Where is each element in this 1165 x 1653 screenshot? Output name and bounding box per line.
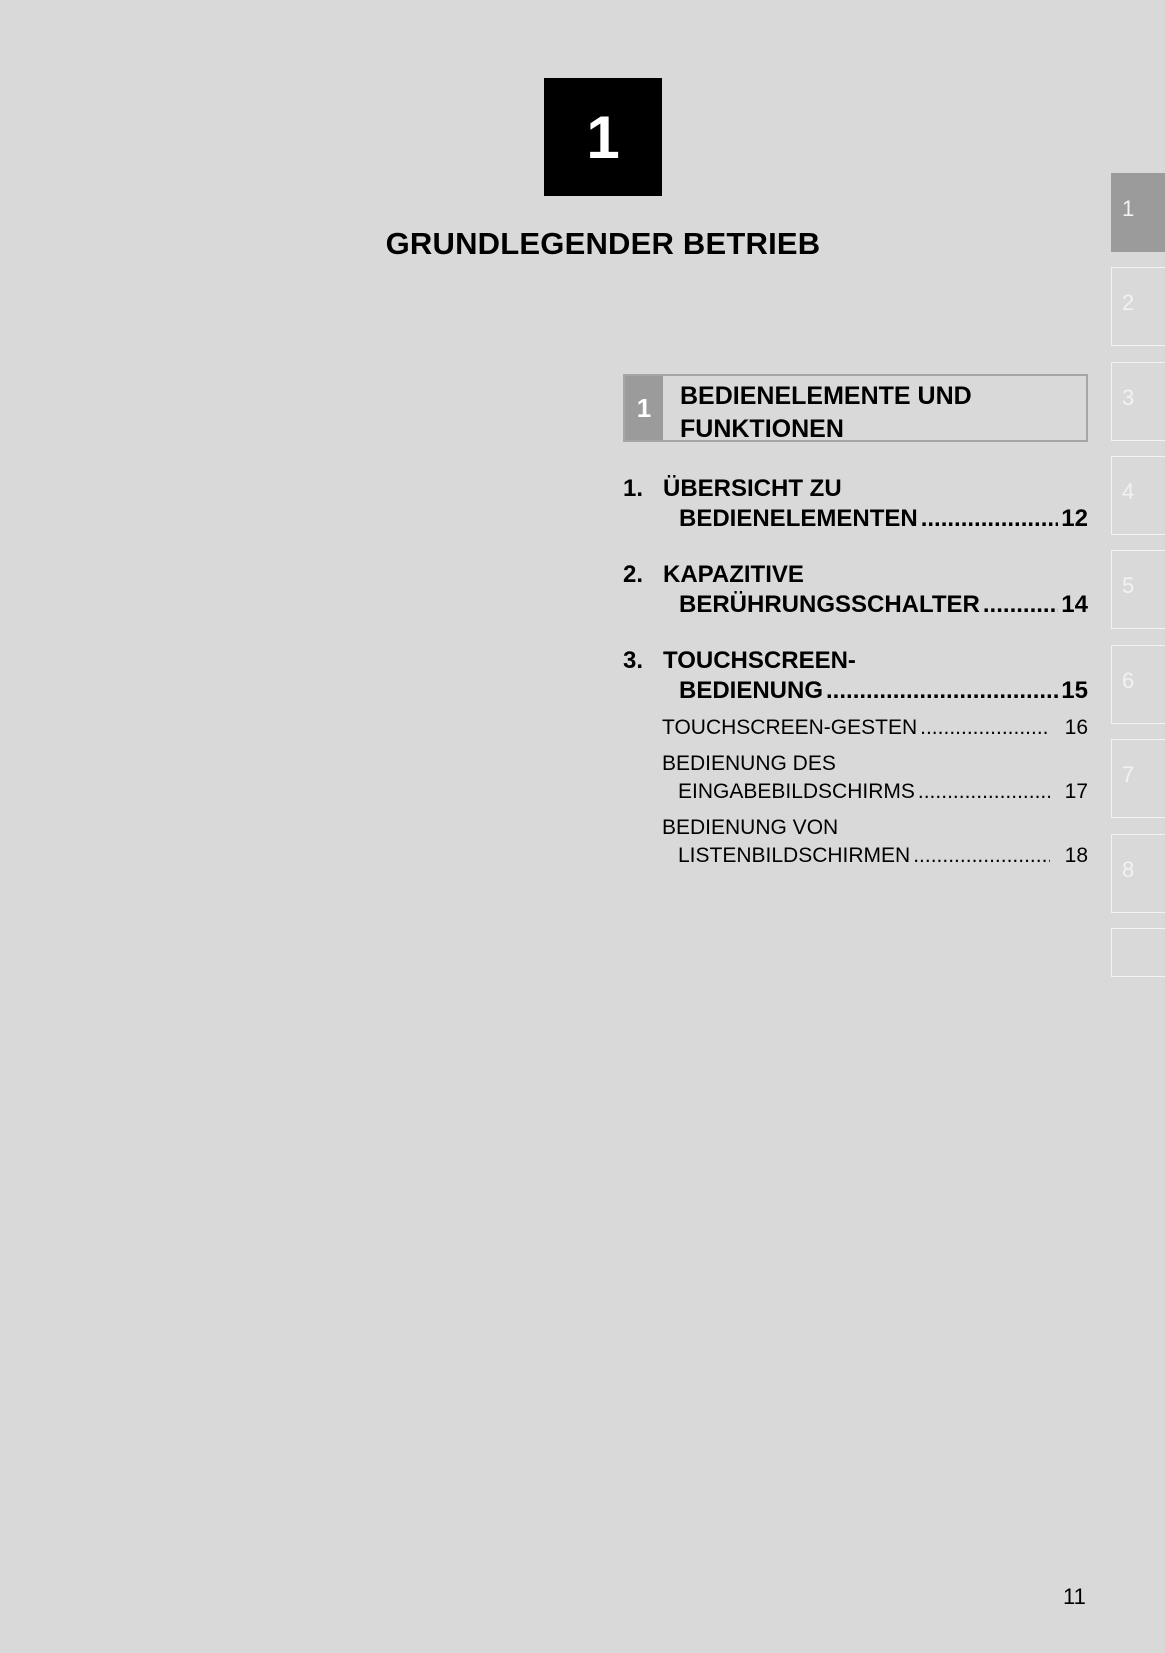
- toc-entry-title-line-1: TOUCHSCREEN-: [663, 647, 856, 674]
- chapter-tab-4[interactable]: 4: [1111, 456, 1165, 535]
- dot-leader: [920, 714, 1050, 742]
- chapter-tab-index[interactable]: [1111, 928, 1165, 977]
- toc-entry-title-line-2: BEDIENUNG: [679, 677, 824, 704]
- section-title-line-2: FUNKTIONEN: [680, 415, 844, 443]
- toc-entry-page: 14: [1061, 591, 1088, 618]
- chapter-title: GRUNDLEGENDER BETRIEB: [385, 226, 821, 261]
- toc-entry-title-line-2: BERÜHRUNGSSCHALTER: [679, 591, 980, 618]
- toc-entry-number: 2.: [623, 561, 644, 588]
- toc-entry-number: 3.: [623, 647, 644, 674]
- dot-leader: [826, 676, 1058, 706]
- dot-leader: [913, 842, 1049, 870]
- toc-subentry-1[interactable]: [662, 714, 1088, 742]
- toc-subentry-page: 18: [1064, 844, 1088, 867]
- toc-subentry-title: TOUCHSCREEN-GESTEN: [662, 716, 918, 739]
- toc-subentry-title-line-1: BEDIENUNG VON: [662, 816, 839, 839]
- chapter-tab-5[interactable]: 5: [1111, 550, 1165, 629]
- dot-leader: [983, 590, 1058, 620]
- chapter-tab-8[interactable]: 8: [1111, 834, 1165, 913]
- chapter-tab-1[interactable]: 1: [1111, 173, 1165, 252]
- toc-subentry-3[interactable]: [662, 814, 1088, 870]
- chapter-tab-3[interactable]: 3: [1111, 362, 1165, 441]
- toc-entry-title-line-2: BEDIENELEMENTEN: [679, 505, 918, 532]
- chapter-tab-2[interactable]: 2: [1111, 267, 1165, 346]
- toc-subentry-page: 16: [1064, 716, 1088, 739]
- toc-entry-title-line-1: KAPAZITIVE: [663, 561, 804, 588]
- chapter-tab-6[interactable]: 6: [1111, 645, 1165, 724]
- toc-subentry-2[interactable]: [662, 750, 1088, 806]
- toc-entry-page: 15: [1061, 677, 1088, 704]
- section-title: [680, 380, 1080, 446]
- toc-entry-number: 1.: [623, 475, 644, 502]
- toc-subentry-page: 17: [1064, 780, 1088, 803]
- chapter-tab-7[interactable]: 7: [1111, 739, 1165, 818]
- section-number: 1: [625, 376, 663, 440]
- chapter-number-box: [544, 78, 662, 196]
- dot-leader: [921, 504, 1059, 534]
- dot-leader: [918, 778, 1050, 806]
- section-title-line-1: BEDIENELEMENTE UND: [680, 382, 972, 410]
- toc-entry-page: 12: [1061, 505, 1088, 532]
- toc-entry-title-line-1: ÜBERSICHT ZU: [663, 475, 842, 502]
- toc-subentry-title-line-1: BEDIENUNG DES: [662, 752, 836, 775]
- chapter-number: 1: [586, 103, 620, 171]
- toc-subentry-title-line-2: LISTENBILDSCHIRMEN: [678, 844, 911, 867]
- section-header[interactable]: [623, 374, 1088, 442]
- toc-subentry-title-line-2: EINGABEBILDSCHIRMS: [678, 780, 915, 803]
- page-number: 11: [1063, 1584, 1086, 1609]
